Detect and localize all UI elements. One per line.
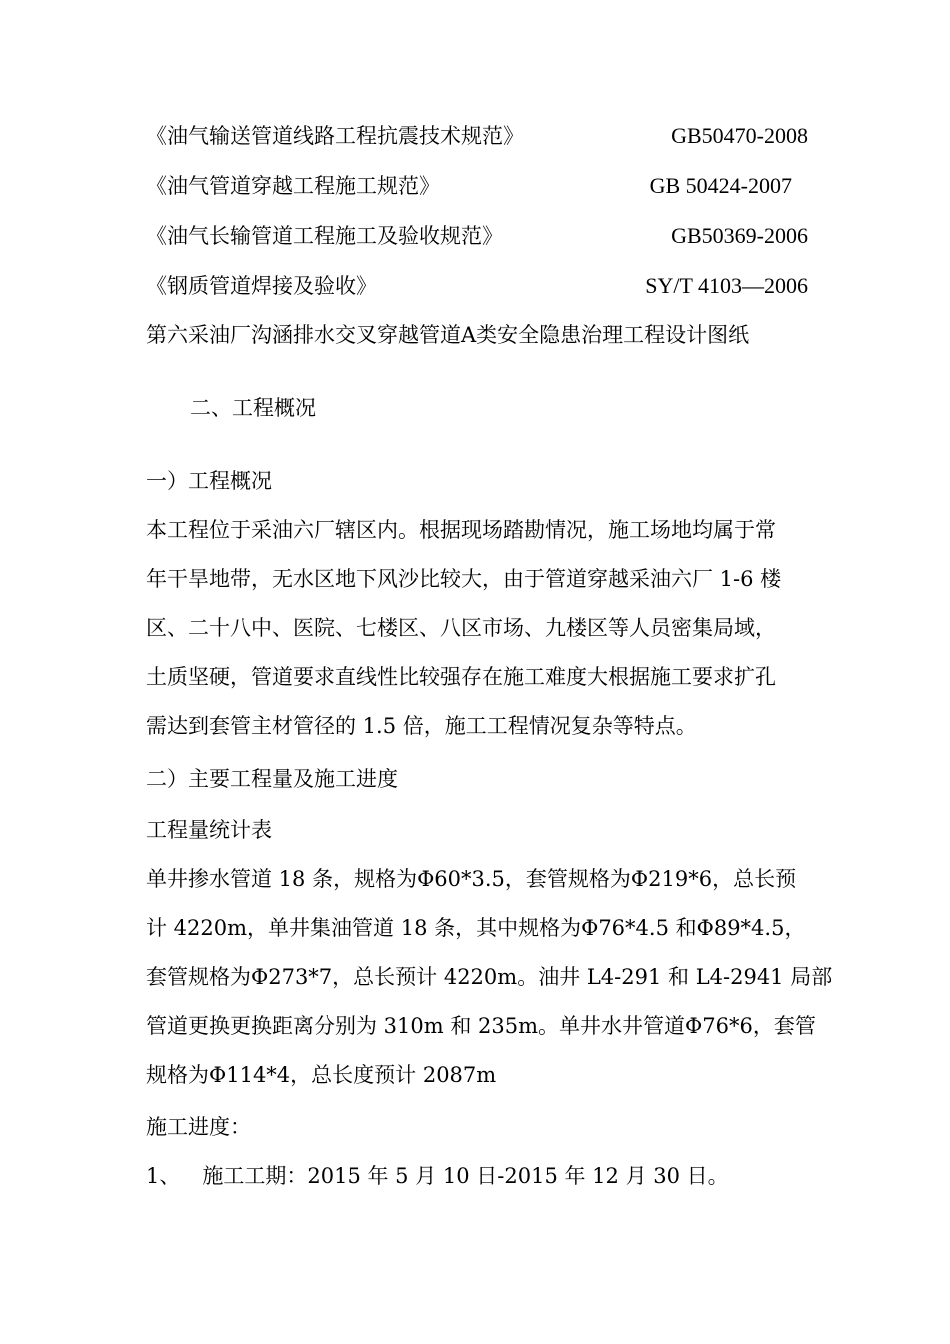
paragraph-line: 年干旱地带，无水区地下风沙比较大，由于管道穿越采油六厂 1-6 楼 <box>146 567 782 591</box>
table-title: 工程量统计表 <box>146 818 272 842</box>
paragraph-line: 需达到套管主材管径的 1.5 倍，施工工程情况复杂等特点。 <box>146 714 697 738</box>
subsection-heading: 一）工程概况 <box>146 469 272 493</box>
list-item-number: 1、 <box>146 1164 181 1188</box>
paragraph-line: 管道更换更换距离分别为 310m 和 235m。单井水井管道Φ76*6，套管 <box>146 1014 816 1038</box>
standard-code: SY/T 4103—2006 <box>645 273 808 298</box>
standard-name: 《油气长输管道工程施工及验收规范》 <box>146 224 503 248</box>
standard-code: GB50369-2006 <box>671 223 808 248</box>
paragraph-line: 计 4220m，单井集油管道 18 条，其中规格为Φ76*4.5 和Φ89*4.5， <box>146 916 806 940</box>
section-heading: 二、工程概况 <box>190 396 316 420</box>
standard-name: 《钢质管道焊接及验收》 <box>146 274 377 298</box>
standard-code: GB 50424-2007 <box>649 173 792 198</box>
standard-code: GB50470-2008 <box>671 123 808 148</box>
standard-name: 《油气管道穿越工程施工规范》 <box>146 174 440 198</box>
standard-row <box>146 271 808 301</box>
paragraph-line: 套管规格为Φ273*7，总长预计 4220m。油井 L4-291 和 L4-2941 局部 <box>146 965 833 989</box>
list-item <box>146 1161 729 1191</box>
paragraph-line: 规格为Φ114*4，总长度预计 2087m <box>146 1063 497 1087</box>
standard-row <box>146 121 808 151</box>
subsection-heading: 二）主要工程量及施工进度 <box>146 767 398 791</box>
paragraph-line: 土质坚硬，管道要求直线性比较强存在施工难度大根据施工要求扩孔 <box>146 665 776 689</box>
standard-row <box>146 171 808 201</box>
paragraph-line: 区、二十八中、医院、七楼区、八区市场、九楼区等人员密集局域， <box>146 616 776 640</box>
paragraph-line: 本工程位于采油六厂辖区内。根据现场踏勘情况，施工场地均属于常 <box>146 518 776 542</box>
standard-name: 《油气输送管道线路工程抗震技术规范》 <box>146 124 524 148</box>
schedule-heading: 施工进度： <box>146 1115 251 1139</box>
list-item-text: 施工工期：2015 年 5 月 10 日-2015 年 12 月 30 日。 <box>202 1164 729 1188</box>
design-drawing-reference: 第六采油厂沟涵排水交叉穿越管道A类安全隐患治理工程设计图纸 <box>146 323 750 347</box>
paragraph-line: 单井掺水管道 18 条，规格为Φ60*3.5，套管规格为Φ219*6，总长预 <box>146 867 797 891</box>
standard-row <box>146 221 808 251</box>
